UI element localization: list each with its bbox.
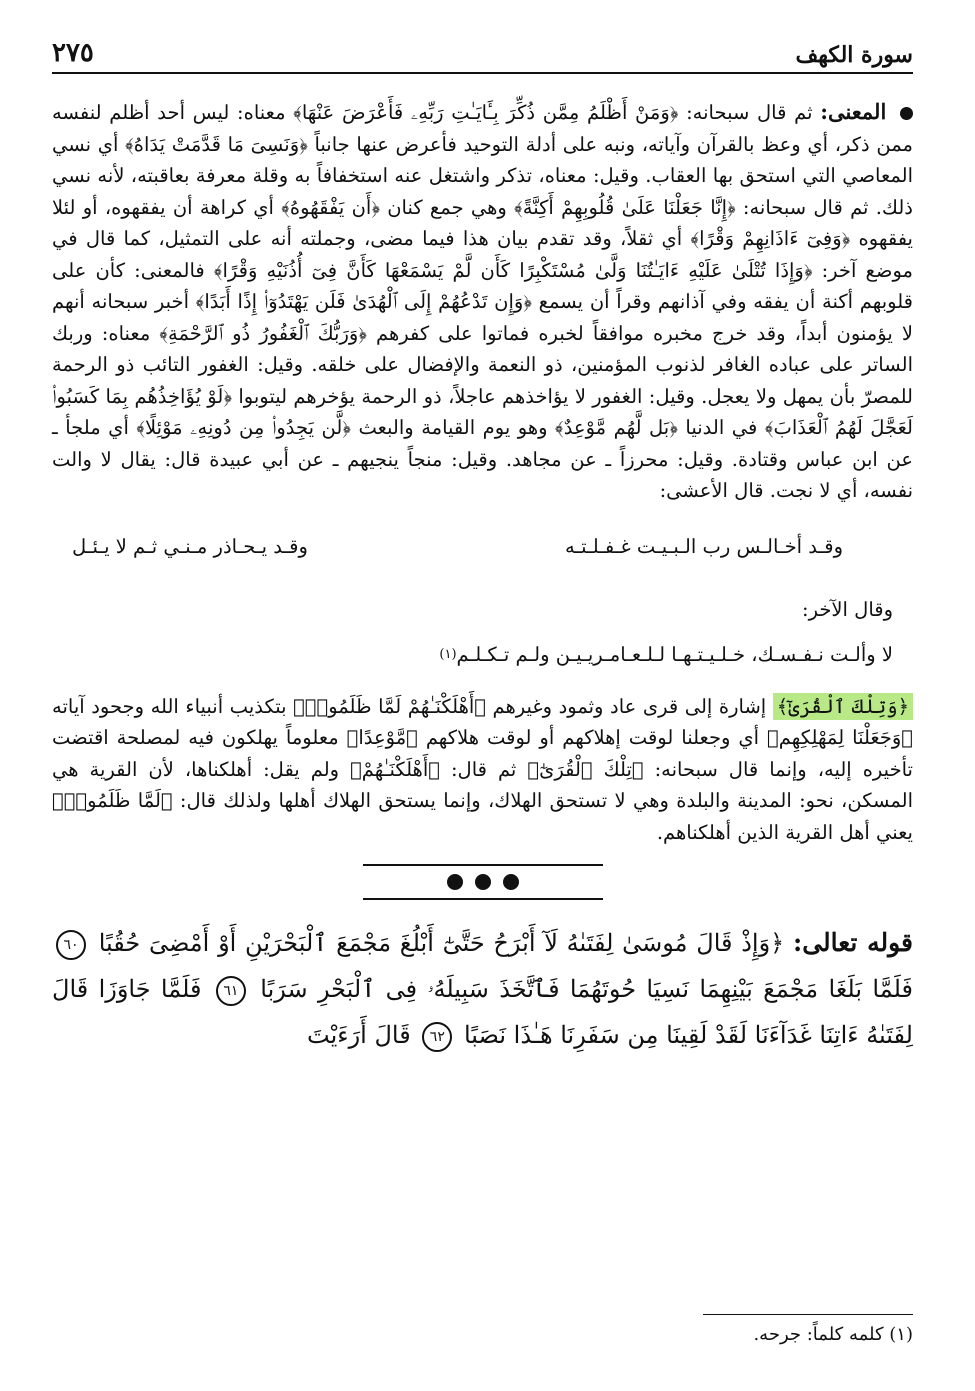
footnote-text: كلمه كلماً: جرحه. [753,1324,884,1345]
highlighted-verse[interactable]: ﴿وَتِلْكَ ٱلْقُرَىٰٓ﴾ [773,693,913,720]
page [52,22,913,1391]
poem-line [52,633,913,677]
footnote-ref: (١) [439,647,457,662]
dot-icon [447,874,463,890]
poem-hemistich-left: وقـد يـحـاذر مـنـي ثـم لا يـئـل [72,535,308,558]
divider-dots [363,866,603,898]
commentary-paragraph-2 [52,691,913,849]
page-header [52,22,913,74]
verse-part-1: ﴿وَإِذْ قَالَ مُوسَىٰ لِفَتَىٰهُ لَآ أَبْرَحُ حَتَّىٰٓ أَبْلُغَ مَجْمَعَ ٱلْبَحْرَيْنِ أَوْ أَمْضِىَ حُقُبًا [98,929,785,957]
dot-icon [475,874,491,890]
bullet-icon [900,107,913,120]
commentary-paragraph [52,96,913,507]
poem-intro: وقال الآخر: [802,598,893,621]
poem-line-text: لا وألـت نـفـسـك، خـلـيـتـهـا لـلـعـامـريـيـن ولـم تـكـلـم [456,643,893,666]
ayah-number-61: ٦١ [216,976,246,1006]
commentary2-text: إشارة إلى قرى عاد وثمود وغيرهم ﴿أَهْلَكْنَـٰهُمْ لَمَّا ظَلَمُوا۟﴾ بتكذيب أنبياء الله وجحود آياته ﴿وَجَعَلْنَا لِمَهْلِكِهِم﴾ أي وجعلنا لوقت إهلاكهم أو لوقت هلاكهم ﴿مَّوْعِدًا﴾ معلوماً يهلكون فيه لمصلحة اقتضت تأخيره إليه، وإنما قال سبحانه: ﴿تِلْكَ ٱلْقُرَىٰٓ﴾ ثم قال: ﴿أَهْلَكْنَـٰهُمْ﴾ ولم يقل: أهلكناها، لأن القرية هي المسكن، نحو: المدينة والبلدة وهي لا تستحق الهلاك، وإنما يستحق الهلاك أهلها ولذلك قال: ﴿لَمَّا ظَلَمُوا۟﴾ يعني أهل القرية الذين أهلكناهم. [52,694,913,844]
quran-verse [52,920,913,1058]
divider-line [363,898,603,900]
verse-label: قوله تعالى: [792,928,913,957]
poem-block-1 [52,525,913,569]
footnote-rule [703,1314,913,1315]
commentary-lead-label: المعنى: [820,99,887,124]
commentary-text: ثم قال سبحانه: ﴿وَمَنْ أَظْلَمُ مِمَّن ذُكِّرَ بِـَٔايَـٰتِ رَبِّهِۦ فَأَعْرَضَ عَنْهَا﴾ معناه: ليس أحد أظلم لنفسه ممن ذكر، أي وعظ بالقرآن وآياته، ونبه على أدلة التوحيد فأعرض عنها جانباً ﴿وَنَسِىَ مَا قَدَّمَتْ يَدَاهُ﴾ أي نسي المعاصي التي استحق بها العقاب. وقيل: معناه، تذكر واشتغل عنه استخفافاً به وقلة معرفة بعاقبته، لأنه نسي ذلك. ثم قال سبحانه: ﴿إِنَّا جَعَلْنَا عَلَىٰ قُلُوبِهِمْ أَكِنَّةً﴾ وهي جمع كنان ﴿أَن يَفْقَهُوهُ﴾ أي كراهة أن يفقهوه، أو لئلا يفقهوه ﴿وَفِىٓ ءَاذَانِهِمْ وَقْرًا﴾ أي ثقلاً، وقد تقدم بيان هذا فيما مضى، وجملته أنه على التمثيل، كما قال في موضع آخر: ﴿وَإِذَا تُتْلَىٰ عَلَيْهِ ءَايَـٰتُنَا وَلَّىٰ مُسْتَكْبِرًا كَأَن لَّمْ يَسْمَعْهَا كَأَنَّ فِىٓ أُذُنَيْهِ وَقْرًا﴾ فالمعنى: كأن على قلوبهم أكنة أن يفقه وفي آذانهم وقراً أن يسمع ﴿وَإِن تَدْعُهُمْ إِلَى ٱلْهُدَىٰ فَلَن يَهْتَدُوٓا۟ إِذًا أَبَدًا﴾ أخبر سبحانه أنهم لا يؤمنون أبداً، وقد خرج مخبره موافقاً لخبره فماتوا على كفرهم ﴿وَرَبُّكَ ٱلْغَفُورُ ذُو ٱلرَّحْمَةِ﴾ معناه: وربك الساتر على عباده الغافر لذنوب المؤمنين، ذو النعمة والإفضال على خلقه. وقيل: الغفور التائب ذو الرحمة للمصرّ بأن يمهل ولا يعجل. وقيل: الغفور لا يؤاخذهم عاجلاً، ذو الرحمة يؤخرهم ليتوبوا ﴿لَوْ يُؤَاخِذُهُم بِمَا كَسَبُوا۟ لَعَجَّلَ لَهُمُ ٱلْعَذَابَ﴾ في الدنيا ﴿بَل لَّهُم مَّوْعِدٌ﴾ وهو يوم القيامة والبعث ﴿لَّن يَجِدُوا۟ مِن دُونِهِۦ مَوْئِلًا﴾ أي ملجأ ـ عن ابن عباس وقتادة. وقيل: محرزاً ـ عن مجاهد. وقيل: منجاً ينجيهم ـ عن أبي عبيدة قال: يقال لا والت نفسه، أي لا نجت. قال الأعشى: [52,101,913,502]
verse-part-3: فَلَمَّا جَاوَزَا قَالَ لِفَتَىٰهُ ءَاتِنَا غَدَآءَنَا لَقَدْ لَقِينَا مِن سَفَرِنَا هَـٰذَا نَصَبًا [52,975,913,1049]
footnote-marker: (١) [889,1324,913,1345]
section-divider [363,864,603,900]
ayah-number-60: ٦٠ [56,930,86,960]
dot-icon [503,874,519,890]
poem-hemistich-right: وقـد أخـالـس رب الـبـيـت غـفـلـتـه [564,535,843,558]
ayah-number-62: ٦٢ [422,1022,452,1052]
verse-part-4: قَالَ أَرَءَيْتَ [307,1021,411,1049]
verse-part-2: فَلَمَّا بَلَغَا مَجْمَعَ بَيْنِهِمَا نَسِيَا حُوتَهُمَا فَٱتَّخَذَ سَبِيلَهُۥ فِى ٱلْبَحْرِ سَرَبًا [260,975,913,1003]
poem-block-2 [52,587,913,677]
surah-title: سورة الكهف [795,42,913,68]
footnote [753,1324,913,1345]
poem-line [52,525,913,569]
page-number: ٢٧٥ [52,38,94,68]
